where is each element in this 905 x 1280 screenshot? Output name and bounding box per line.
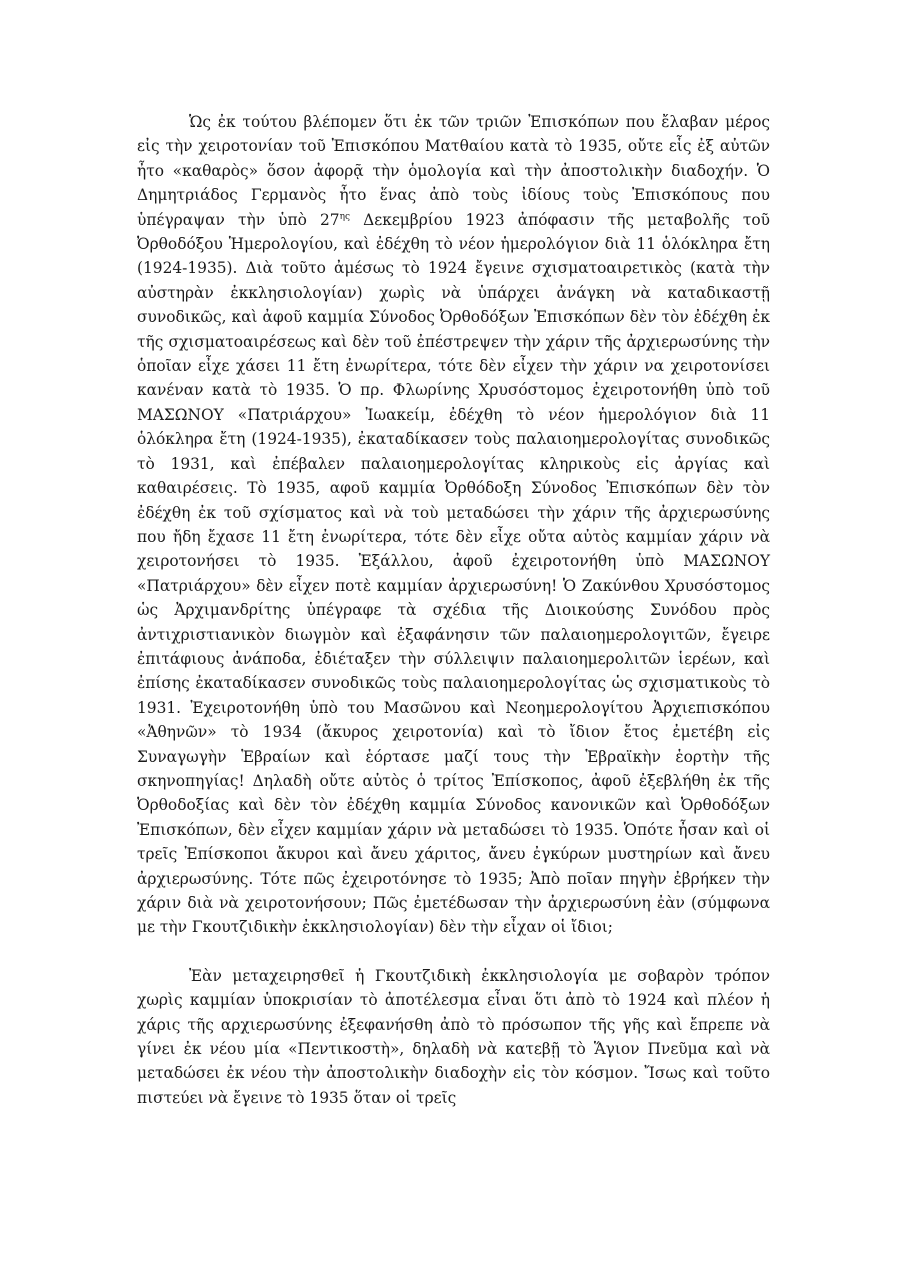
paragraph-2: Ἐὰν μεταχειρησθεῖ ἡ Γκουτζιδικὴ ἐκκλησιολογία με σοβαρὸν τρόπον χωρὶς καμμίαν ὑποκρισίαν τὸ ἀποτέλεσμα εἶναι ὅτι ἀπὸ τὸ 1924 καὶ πλέον ἡ χάρις τῆς αρχιερωσύνης ἐξεφανήσθη ἀπὸ τὸ πρόσωπον τῆς γῆς καὶ ἔπρεπε νὰ γίνει ἐκ νέου μία «Πεντικοστὴ», δηλαδὴ νὰ κατεβῇ τὸ Ἅγιον Πνεῦμα καὶ νὰ μεταδώσει ἐκ νέου τὴν ἀποστολικὴν διαδοχὴν εἰς τὸν κόσμον. Ἴσως καὶ τοῦτο πιστεύει νὰ ἔγεινε τὸ 1935 ὅταν οἱ τρεῖς (137, 966, 770, 1107)
paragraph-1-text-rest: Δεκεμβρίου 1923 ἀπόφασιν τῆς μεταβολῆς τοῦ Ὀρθοδόξου Ἡμερολογίου, καὶ ἐδέχθη τὸ νέον ἡμερολόγιον διὰ 11 ὁλόκληρα ἔτη (1924-1935). Διὰ τοῦτο ἀμέσως τὸ 1924 ἔγεινε σχισματοαιρετικὸς (κατὰ τὴν αὐστηρὰν ἐκκλησιολογίαν) χωρὶς νὰ ὑπάρχει ἀνάγκη νὰ καταδικαστῇ συνοδικῶς, καὶ ἀφοῦ καμμία Σύνοδος Ὀρθοδόξων Ἐπισκόπων δὲν τὸν ἐδέχθη ἐκ τῆς σχισματοαιρέσεως καὶ δὲν τοῦ ἐπέστρεψεν τὴν χάριν τῆς ἀρχιερωσύνης τὴν ὁποῖαν εἶχε χάσει 11 ἔτη ἐνωρίτερα, τότε δὲν εἶχεν τὴν χάριν να χειροτονίσει κανέναν κατὰ τὸ 1935. Ὁ πρ. Φλωρίνης Χρυσόστομος ἐχειροτονήθη ὑπὸ τοῦ ΜΑΣΩΝΟΥ «Πατριάρχου» Ἰωακείμ, ἐδέχθη τὸ νέον ἡμερολόγιον διὰ 11 ὁλόκληρα ἔτη (1924-1935), ἐκαταδίκασεν τοὺς παλαιοημερολογίτας συνοδικῶς τὸ 1931, καὶ ἐπέβαλεν παλαιοημερολογίτας κληρικοὺς εἰς ἀργίας καὶ καθαιρέσεις. Τὸ 1935, αφοῦ καμμία Ὀρθόδοξη Σύνοδος Ἐπισκόπων δὲν τὸν ἐδέχθη ἐκ τοῦ σχίσματος καὶ νὰ τοὺ μεταδώσει τὴν χάριν τῆς ἀρχιερωσύνης που ἤδη ἔχασε 11 ἔτη ἐνωρίτερα, τότε δὲν εἶχε οὔτα αὐτὸς καμμίαν χάριν νὰ χειροτονήσει τὸ 1935. Ἐξάλλου, ἀφοῦ ἐχειροτονήθη ὑπὸ ΜΑΣΩΝΟΥ «Πατριάρχου» δὲν εἶχεν ποτὲ καμμίαν ἀρχιερωσύνη! Ὁ Ζακύνθου Χρυσόστομος ὡς Ἀρχιμανδρίτης ὑπέγραφε τὰ σχέδια τῆς Διοικούσης Συνόδου πρὸς ἀντιχριστιανικὸν διωγμὸν καὶ ἐξαφάνησιν τῶν παλαιοημερολογιτῶν, ἔγειρε ἐπιτάφιους ἀνάποδα, ἐδιέταξεν τὴν σύλλειψιν παλαιοημερολιτῶν ἱερέων, καὶ ἐπίσης ἐκαταδίκασεν συνοδικῶς τοὺς παλαιοημερολογίτας ὡς σχισματικοὺς τὸ 1931. Ἐχειροτονήθη ὑπὸ του Μασῶνου καὶ Νεοημερολογίτου Ἀρχιεπισκόπου «Ἀθηνῶν» τὸ 1934 (ἄκυρος χειροτονία) καὶ τὸ ἴδιον ἔτος ἐμετέβη εἰς Συναγωγὴν Ἑβραίων καὶ ἑόρτασε μαζί τους τὴν Ἑβραϊκὴν ἑορτὴν τῆς σκηνοπηγίας! Δηλαδὴ οὔτε αὐτὸς ὁ τρίτος Ἐπίσκοπος, ἀφοῦ ἐξεβλήθη ἐκ τῆς Ὀρθοδοξίας καὶ δὲν τὸν ἐδέχθη καμμία Σύνοδος κανονικῶν καὶ Ὀρθοδόξων Ἐπισκόπων, δὲν εἶχεν καμμίαν χάριν νὰ μεταδώσει τὸ 1935. Ὁπότε ἦσαν καὶ οἱ τρεῖς Ἐπίσκοποι ἄκυροι καὶ ἄνευ χάριτος, ἄνευ ἐγκύρων μυστηρίων καὶ ἄνευ ἀρχιερωσύνης. Τότε πῶς ἐχειροτόνησε τὸ 1935; Ἀπὸ ποῖαν πηγὴν ἐβρήκεν τὴν χάριν διὰ νὰ χειροτονήσουν; Πῶς ἐμετέδωσαν τὴν ἀρχιερωσύνη ἐὰν (σύμφωνα με τὴν Γκουτζιδικὴν ἐκκλησιολογίαν) δὲν τὴν εἶχαν οἱ ἴδιοι; (137, 210, 770, 937)
ordinal-superscript: ης (339, 211, 351, 222)
paragraph-1-text-start: Ὡς ἐκ τούτου βλέπομεν ὅτι ἐκ τῶν τριῶν Ἐπισκόπων που ἔλαβαν μέρος εἰς τὴν χειροτονίαν τοῦ Ἐπισκόπου Ματθαίου κατὰ τὸ 1935, οὔτε εἷς ἐξ αὐτῶν ἦτο «καθαρὸς» ὅσον ἀφορᾷ τὴν ὁμολογία καὶ τὴν ἀποστολικὴν διαδοχήν. Ὁ Δημητριάδος Γερμανὸς ἦτο ἕνας ἀπὸ τοὺς ἰδίους τοὺς Ἐπισκόπους που ὑπέγραψαν τὴν ὑπὸ 27 (137, 113, 770, 229)
paragraph-1 (137, 110, 770, 940)
document-page (137, 110, 770, 1110)
